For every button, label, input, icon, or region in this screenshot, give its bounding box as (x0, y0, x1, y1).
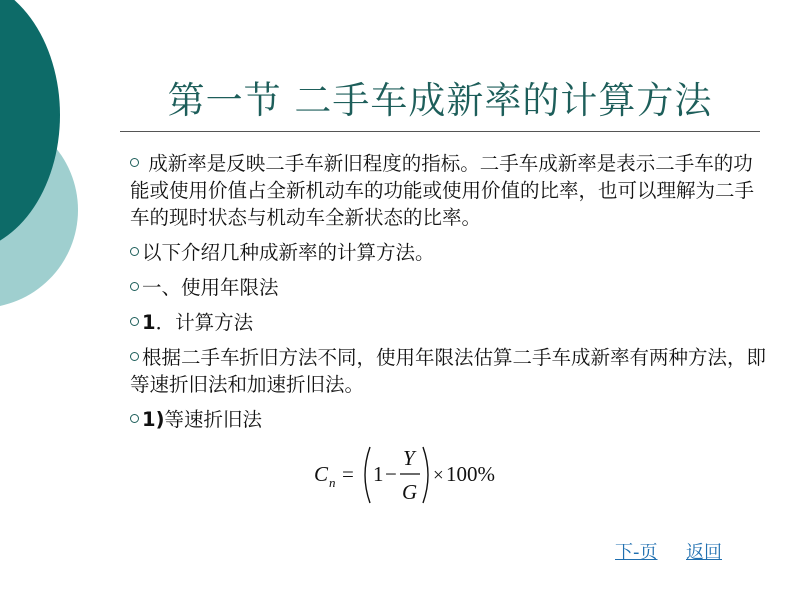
bullet-text: 等速折旧法 (164, 408, 262, 431)
bullet-text: 成新率是反映二手车新旧程度的指标。二手车成新率是表示二手车的功能或使用价值占全新机动车的功能或使用价值的比率，也可以理解为二手车的现时状态与机动车全新状态的比率。 (130, 152, 755, 229)
bullet-item-intro (130, 239, 770, 266)
circle-bullet-icon (130, 317, 139, 326)
formula-right-paren (423, 447, 428, 503)
formula-numerator: Y (403, 446, 415, 470)
bullet-list (130, 150, 770, 441)
circle-bullet-icon (130, 282, 139, 291)
formula-times: × (433, 465, 444, 486)
bullet-number: 1) (142, 408, 165, 431)
bullet-text: 以下介绍几种成新率的计算方法。 (142, 241, 435, 264)
next-page-link[interactable]: 下-页 (615, 542, 658, 563)
formula-graphic (312, 435, 512, 515)
formula-left-paren (365, 447, 370, 503)
back-link[interactable]: 返回 (686, 542, 722, 563)
bullet-text: 根据二手车折旧方法不同，使用年限法估算二手车成新率有两种方法，即等速折旧法和加速折旧法。 (130, 346, 767, 396)
bullet-item-calculation (130, 309, 770, 336)
circle-bullet-icon (130, 158, 139, 167)
circle-bullet-icon (130, 352, 139, 361)
bullet-text: 一、使用年限法 (142, 276, 279, 299)
circle-bullet-icon (130, 414, 139, 423)
formula-lhs: C (314, 462, 329, 486)
formula-denominator: G (402, 480, 418, 504)
bullet-item-two-methods (130, 344, 770, 398)
formula-percent: 100% (446, 462, 495, 486)
formula-minus: − (385, 462, 397, 486)
bullet-text: ．计算方法 (155, 311, 254, 334)
bullet-item-straight-line (130, 406, 770, 433)
formula-equals: = (342, 462, 354, 486)
title-divider (120, 131, 760, 132)
formula (312, 435, 512, 515)
circle-bullet-icon (130, 247, 139, 256)
bullet-item-method-heading (130, 274, 770, 301)
formula-lhs-subscript: n (329, 475, 336, 490)
bullet-number: 1 (142, 311, 156, 334)
slide-title: 第一节 二手车成新率的计算方法 (167, 79, 713, 122)
bullet-item-definition (130, 150, 770, 231)
formula-one: 1 (373, 462, 384, 486)
